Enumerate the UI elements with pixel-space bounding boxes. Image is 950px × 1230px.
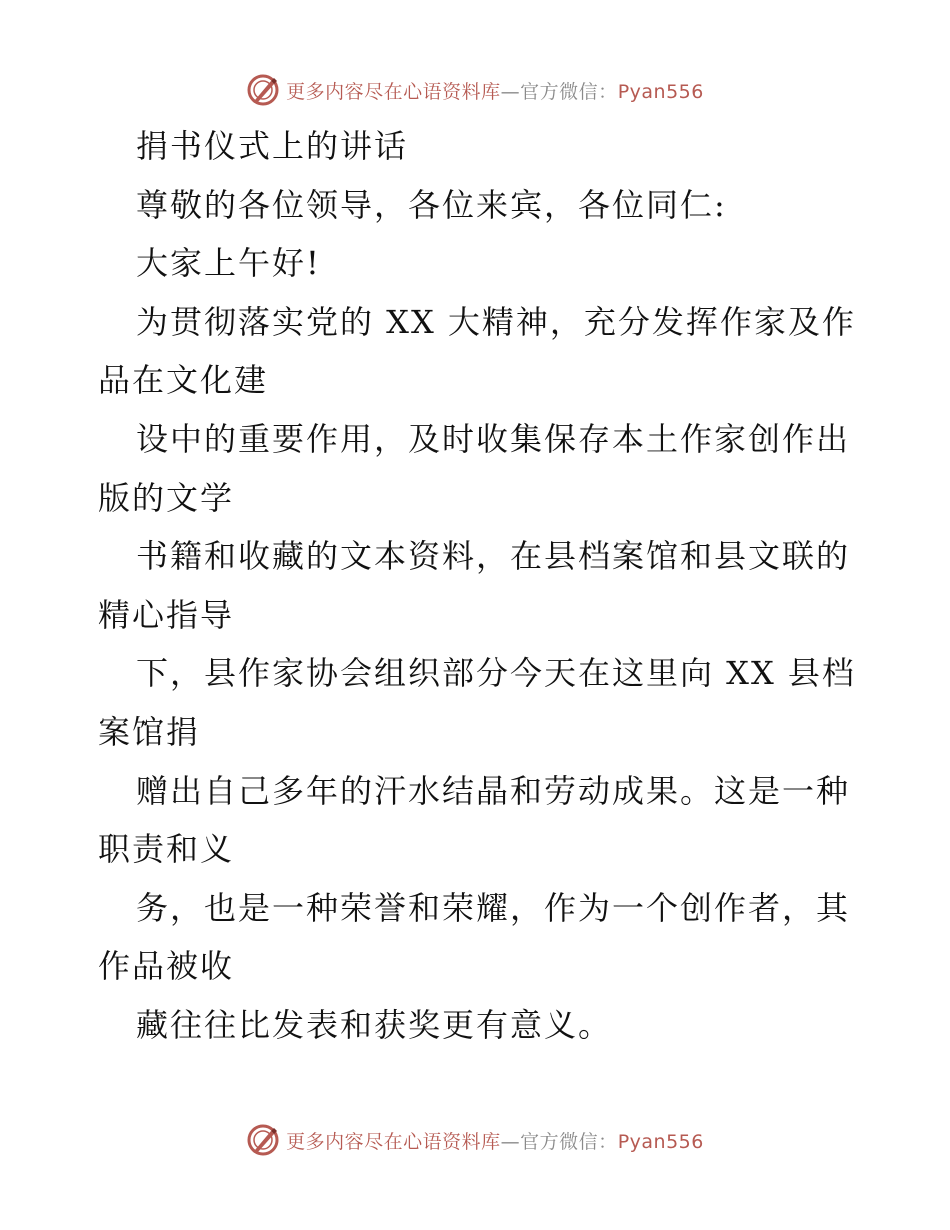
doc-line: 为贯彻落实党的 XX 大精神，充分发挥作家及作 [136, 302, 856, 341]
doc-line: 案馆捐 [98, 712, 201, 751]
header-wechat-id: Pyan556 [617, 80, 704, 103]
pen-logo-icon [246, 1123, 280, 1157]
doc-greeting: 大家上午好! [136, 244, 321, 283]
doc-line: 赠出自己多年的汗水结晶和劳动成果。这是一种 [136, 771, 851, 810]
document-body [98, 117, 856, 1055]
doc-line: 职责和义 [98, 830, 235, 869]
footer-brand-text: 更多内容尽在心语资料库 [286, 1130, 501, 1153]
doc-title: 捐书仪式上的讲话 [136, 127, 409, 165]
footer-separator: — [500, 1130, 521, 1153]
doc-line: 精心指导 [98, 595, 235, 634]
header-banner-text [286, 77, 704, 104]
doc-line: 藏往往比发表和获奖更有意义。 [136, 1005, 613, 1044]
pen-logo-icon [246, 73, 280, 107]
doc-line: 书籍和收藏的文本资料，在县档案馆和县文联的 [136, 537, 851, 576]
doc-line: 务，也是一种荣誉和荣耀，作为一个创作者，其 [136, 888, 851, 927]
footer-wechat-id: Pyan556 [617, 1130, 704, 1153]
footer-banner-text [286, 1127, 704, 1154]
footer-banner [0, 1120, 950, 1160]
doc-line: 版的文学 [98, 478, 235, 517]
footer-wechat-label: 官方微信： [520, 1130, 618, 1153]
doc-line: 下，县作家协会组织部分今天在这里向 XX 县档 [136, 654, 856, 693]
header-banner [0, 70, 950, 110]
doc-line: 设中的重要作用，及时收集保存本土作家创作出 [136, 419, 851, 458]
header-wechat-label: 官方微信： [520, 80, 618, 103]
doc-line: 品在文化建 [98, 361, 269, 400]
header-separator: — [500, 80, 521, 103]
doc-line: 作品被收 [98, 947, 235, 986]
doc-salutation: 尊敬的各位领导，各位来宾，各位同仁: [136, 185, 727, 224]
header-brand-text: 更多内容尽在心语资料库 [286, 80, 501, 103]
